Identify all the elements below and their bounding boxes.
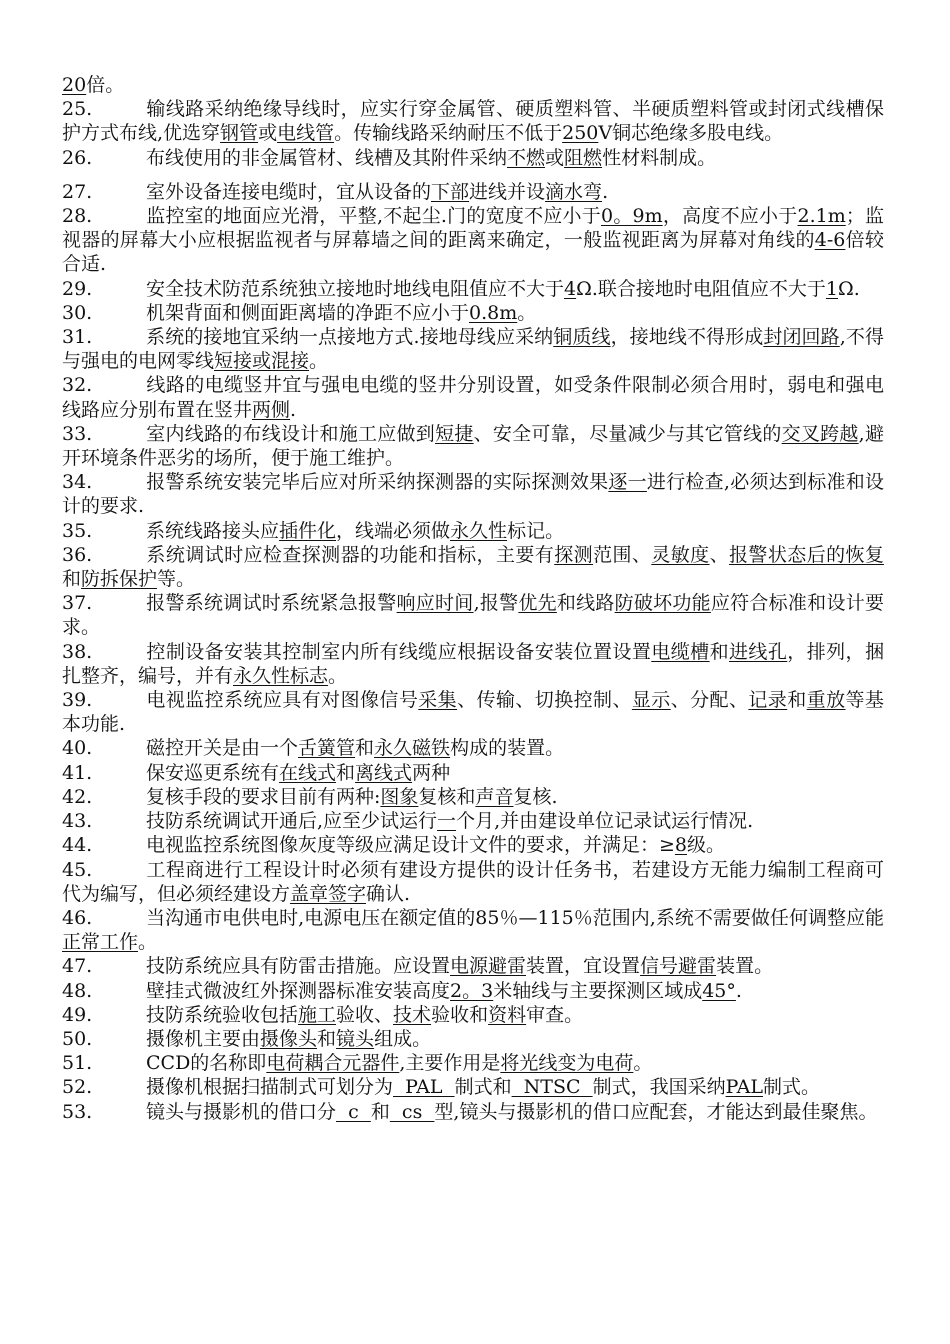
question-number: 50. (62, 1027, 93, 1050)
question-text: 装置。 (716, 955, 774, 978)
answer-blank: 摄像头 (260, 1027, 318, 1050)
question-number: 52. (62, 1076, 93, 1099)
question-text: 安全技术防范系统独立接地时地线电阻值应不大于 (146, 277, 565, 300)
question-text: 验收和 (431, 1003, 489, 1026)
question-text: . (290, 398, 297, 421)
question-text: 两种 (412, 761, 451, 784)
question-text: ，排列，捆扎整齐，编号，并有 (62, 640, 884, 687)
question-text: 进线并设 (469, 180, 546, 203)
answer-blank: 铜质线 (553, 326, 611, 349)
question-item (62, 833, 884, 857)
answer-blank: 报警状态后的恢复 (729, 543, 884, 566)
answer-blank: 两侧 (252, 398, 291, 421)
question-text: 控制设备安装其控制室内所有线缆应根据设备安装位置设置 (146, 640, 652, 663)
question-item (62, 325, 884, 373)
answer-blank: 图象 (380, 785, 419, 808)
question-text: 审查。 (526, 1003, 584, 1026)
answer-blank: 8 (674, 834, 688, 857)
answer-blank: 施工 (298, 1003, 337, 1026)
question-text: 壁挂式微波红外探测器标准安装高度 (146, 979, 451, 1002)
answer-blank: 采集 (418, 689, 458, 712)
question-number: 25. (62, 98, 93, 121)
question-text: 电视监控系统图像灰度等级应满足设计文件的要求，并满足：≥ (146, 834, 675, 857)
question-text: ，高度不应小于 (662, 205, 798, 228)
answer-blank: 在线式 (279, 761, 337, 784)
answer-blank: 封闭回路 (763, 326, 840, 349)
question-text: 报警系统调试时系统紧急报警 (146, 592, 397, 615)
answer-blank: 0.8m (469, 301, 518, 324)
question-text: 和 (709, 640, 730, 663)
question-number: 26. (62, 146, 93, 169)
question-text: CCD的名称即 (146, 1052, 267, 1075)
question-text: ,避开环境条件恶劣的场所，便于施工维护。 (62, 422, 884, 470)
question-text: 确认. (366, 882, 411, 905)
question-item (62, 954, 884, 978)
question-text: 和 (370, 1100, 390, 1123)
question-item (62, 470, 884, 518)
answer-blank: 探测 (554, 543, 594, 566)
answer-blank: 永久性标志 (233, 664, 329, 687)
answer-blank: 20 (62, 74, 87, 96)
answer-blank: 下部 (431, 180, 470, 203)
answer-blank: 离线式 (355, 761, 413, 784)
question-text: 工程商进行工程设计时必须有建设方提供的设计任务书，若建设方无能力编制工程商可代为编写，但必须经建设方 (62, 858, 884, 905)
question-item (62, 73, 884, 97)
question-number: 44. (62, 834, 93, 857)
question-text: 或 (258, 122, 278, 145)
question-number: 38. (62, 640, 93, 663)
answer-blank: 2。3 (450, 979, 494, 1002)
question-item (62, 640, 884, 688)
question-text: 监控室的地面应光滑，平整,不起尘.门的宽度不应小于 (146, 205, 602, 228)
answer-blank: 滴水弯 (545, 180, 603, 203)
question-number: 29. (62, 277, 93, 300)
question-number: 51. (62, 1052, 93, 1075)
question-number: 37. (62, 592, 93, 615)
question-number: 30. (62, 301, 93, 324)
answer-blank: NTSC (511, 1076, 593, 1099)
question-text: 级。 (687, 834, 726, 857)
question-item (62, 761, 884, 785)
question-text: 机架背面和侧面距离墙的净距不应小于 (146, 301, 470, 324)
answer-blank: 45° (702, 979, 736, 1002)
question-text: V铜芯绝缘多股电线。 (598, 122, 784, 145)
question-item (62, 1051, 884, 1075)
question-number: 46. (62, 906, 93, 929)
question-text: 。 (633, 1052, 653, 1075)
question-text: 和 (62, 568, 82, 591)
answer-blank: 4 (564, 277, 577, 300)
question-item (62, 1100, 884, 1124)
question-item (62, 979, 884, 1003)
question-text: 制式和 (454, 1076, 512, 1099)
question-text: 构成的装置。 (450, 737, 565, 760)
question-number: 40. (62, 737, 93, 760)
question-text: 、传输、切换控制、 (457, 689, 632, 712)
question-text: 组成。 (374, 1027, 432, 1050)
question-item (62, 301, 884, 325)
answer-blank: 4-6 (814, 229, 846, 252)
question-text: 室内线路的布线设计和施工应做到 (146, 422, 436, 445)
question-text: 个月,并由建设单位记录试运行情况. (456, 810, 754, 833)
question-text: 范围、 (593, 543, 652, 566)
question-text: 等。 (157, 568, 196, 591)
question-number: 32. (62, 374, 93, 397)
question-number: 45. (62, 858, 93, 881)
question-text: 标记。 (507, 519, 565, 542)
question-text: 和 (317, 1027, 337, 1050)
question-number: 35. (62, 519, 93, 542)
question-item (62, 1003, 884, 1027)
answer-blank: 优先 (518, 592, 557, 615)
question-text: 复核. (513, 785, 558, 808)
answer-blank: 将光线变为电荷 (500, 1052, 634, 1075)
answer-blank: 资料 (488, 1003, 527, 1026)
answer-blank: 电线管 (277, 122, 335, 145)
question-list (62, 73, 884, 1124)
question-number: 49. (62, 1003, 93, 1026)
question-number: 39. (62, 689, 93, 712)
question-text: ,不得与强电的电网零线 (62, 326, 884, 373)
answer-blank: 插件化 (279, 519, 337, 542)
answer-blank: 舌簧管 (298, 737, 356, 760)
answer-blank: 防破坏功能 (614, 592, 711, 615)
question-text: 技防系统应具有防雷击措施。应设置 (146, 955, 451, 978)
answer-blank: 不燃 (507, 146, 546, 169)
answer-blank: 短捷 (435, 422, 474, 445)
question-item (62, 277, 884, 301)
question-item (62, 736, 884, 760)
answer-blank: cs (389, 1100, 435, 1123)
question-text: 技防系统验收包括 (146, 1003, 299, 1026)
answer-blank: 永久性 (450, 519, 508, 542)
question-number: 48. (62, 979, 93, 1002)
question-text: 倍较合适. (62, 229, 884, 276)
question-text: 复核和 (418, 785, 476, 808)
question-text: 性材料制成。 (602, 146, 717, 169)
question-text: 和 (355, 737, 375, 760)
question-text: 。 (328, 664, 348, 687)
answer-blank: 正常工作 (62, 931, 139, 954)
question-item (62, 906, 884, 954)
question-text: 复核手段的要求目前有两种: (146, 785, 381, 808)
question-text: Ω. (838, 277, 860, 300)
answer-blank: 进线孔 (729, 640, 788, 663)
question-text: 和 (336, 761, 356, 784)
question-text: 米轴线与主要探测区域成 (493, 979, 703, 1002)
question-number: 27. (62, 180, 93, 203)
answer-blank: 盖章签字 (290, 882, 367, 905)
answer-blank: 永久磁铁 (374, 737, 451, 760)
question-text: 。传输线路采纳耐压不低于 (334, 122, 563, 145)
answer-blank: PAL (725, 1076, 763, 1099)
question-text: 。 (138, 931, 158, 954)
question-text: 制式。 (763, 1076, 821, 1099)
answer-blank: 电源避雷 (450, 955, 527, 978)
answer-blank: 记录 (748, 689, 788, 712)
question-text: 制式，我国采纳 (592, 1076, 726, 1099)
answer-blank: 声音 (475, 785, 514, 808)
question-text: 镜头与摄影机的借口分 (146, 1100, 337, 1123)
question-number: 28. (62, 205, 93, 228)
question-item (62, 809, 884, 833)
answer-blank: 钢管 (220, 122, 259, 145)
question-text: 保安巡更系统有 (146, 761, 280, 784)
answer-blank: 短接或混接 (214, 350, 310, 373)
question-text: 。 (309, 350, 329, 373)
question-text: 和 (787, 689, 807, 712)
question-text: 报警系统安装完毕后应对所采纳探测器的实际探测效果 (146, 471, 609, 494)
question-text: 等基本功能. (62, 689, 884, 736)
question-text: 型,镜头与摄影机的借口应配套，才能达到最佳聚焦。 (434, 1100, 878, 1123)
question-text: ；监视器的屏幕大小应根据监视者与屏幕墙之间的距离来确定，一般监视距离为屏幕对角线的 (62, 205, 884, 252)
question-text: ,主要作用是 (399, 1052, 501, 1075)
question-item (62, 422, 884, 470)
question-item (62, 180, 884, 204)
answer-blank: c (336, 1100, 371, 1123)
answer-blank: 逐一 (608, 471, 647, 494)
question-text: 布线使用的非金属管材、线槽及其附件采纳 (146, 146, 508, 169)
question-text: 验收、 (336, 1003, 394, 1026)
answer-blank: 响应时间 (396, 592, 474, 615)
question-text: 磁控开关是由一个 (146, 737, 299, 760)
answer-blank: 2.1m (797, 205, 846, 228)
question-text: 电视监控系统应具有对图像信号 (146, 689, 419, 712)
answer-blank: PAL (393, 1076, 455, 1099)
question-text: 输线路采纳绝缘导线时，应实行穿金属管、硬质塑料管、半硬质塑料管或封闭式线槽保护方式布线,优选穿 (62, 98, 884, 145)
answer-blank: 电荷耦合元器件 (266, 1052, 400, 1075)
question-number: 33. (62, 422, 93, 445)
question-number: 43. (62, 810, 93, 833)
answer-blank: 灵敏度 (651, 543, 710, 566)
question-item (62, 688, 884, 736)
question-number: 42. (62, 785, 93, 808)
question-item (62, 204, 884, 277)
question-item (62, 519, 884, 543)
question-item (62, 146, 884, 170)
question-text: 、分配、 (670, 689, 749, 712)
question-text: 、 (709, 543, 730, 566)
question-text: 技防系统调试开通后,应至少试运行 (146, 810, 438, 833)
question-text: 、安全可靠，尽量减少与其它管线的 (473, 422, 782, 445)
question-text: 进行检查,必须达到标准和设计的要求. (62, 471, 884, 518)
question-text: 和线路 (556, 592, 615, 615)
question-item (62, 785, 884, 809)
answer-blank: 交叉跨越 (781, 422, 859, 445)
question-text: 当沟通市电供电时,电源电压在额定值的85％—115％范围内,系统不需要做任何调整应能 (146, 906, 884, 929)
question-number: 53. (62, 1100, 93, 1123)
question-item (62, 373, 884, 421)
question-text: Ω.联合接地时电阻值应不大于 (576, 277, 826, 300)
answer-blank: 镜头 (336, 1027, 375, 1050)
question-text: ，接地线不得形成 (610, 326, 764, 349)
question-number: 41. (62, 761, 93, 784)
answer-blank: 电缆槽 (651, 640, 710, 663)
question-text: 摄像机主要由 (146, 1027, 261, 1050)
question-text: 或 (545, 146, 565, 169)
answer-blank: 重放 (806, 689, 846, 712)
question-item (62, 543, 884, 591)
answer-blank: 阻燃 (564, 146, 603, 169)
question-text: 线路的电缆竖井宜与强电电缆的竖井分别设置，如受条件限制必须合用时，弱电和强电线路应分别布置在竖井 (62, 374, 884, 421)
question-text: 系统调试时应检查探测器的功能和指标，主要有 (146, 543, 555, 566)
answer-blank: 0。9m (601, 205, 663, 228)
question-item (62, 591, 884, 639)
answer-blank: 技术 (393, 1003, 432, 1026)
question-text: ,报警 (473, 592, 519, 615)
question-text: ，线端必须做 (336, 519, 451, 542)
answer-blank: 信号避雷 (640, 955, 717, 978)
question-number: 36. (62, 543, 93, 566)
question-number: 31. (62, 326, 93, 349)
question-text: 倍。 (86, 74, 125, 96)
question-text: 。 (517, 301, 537, 324)
answer-blank: 1 (825, 277, 838, 300)
question-item (62, 858, 884, 906)
question-text: 系统线路接头应 (146, 519, 280, 542)
answer-blank: 显示 (631, 689, 671, 712)
question-text: 装置，宜设置 (526, 955, 641, 978)
answer-blank: 防拆保护 (81, 568, 158, 591)
question-text: 应符合标准和设计要求。 (62, 592, 884, 639)
question-item (62, 1075, 884, 1099)
question-item (62, 1027, 884, 1051)
answer-blank: 一 (437, 810, 457, 833)
question-number: 47. (62, 955, 93, 978)
question-number: 34. (62, 471, 93, 494)
question-item (62, 97, 884, 145)
question-text: 摄像机根据扫描制式可划分为 (146, 1076, 394, 1099)
question-text: 室外设备连接电缆时，宜从设备的 (146, 180, 432, 203)
answer-blank: 250 (562, 122, 599, 145)
question-text: . (735, 979, 742, 1002)
question-text: . (602, 180, 609, 203)
question-text: 系统的接地宜采纳一点接地方式.接地母线应采纳 (146, 326, 554, 349)
